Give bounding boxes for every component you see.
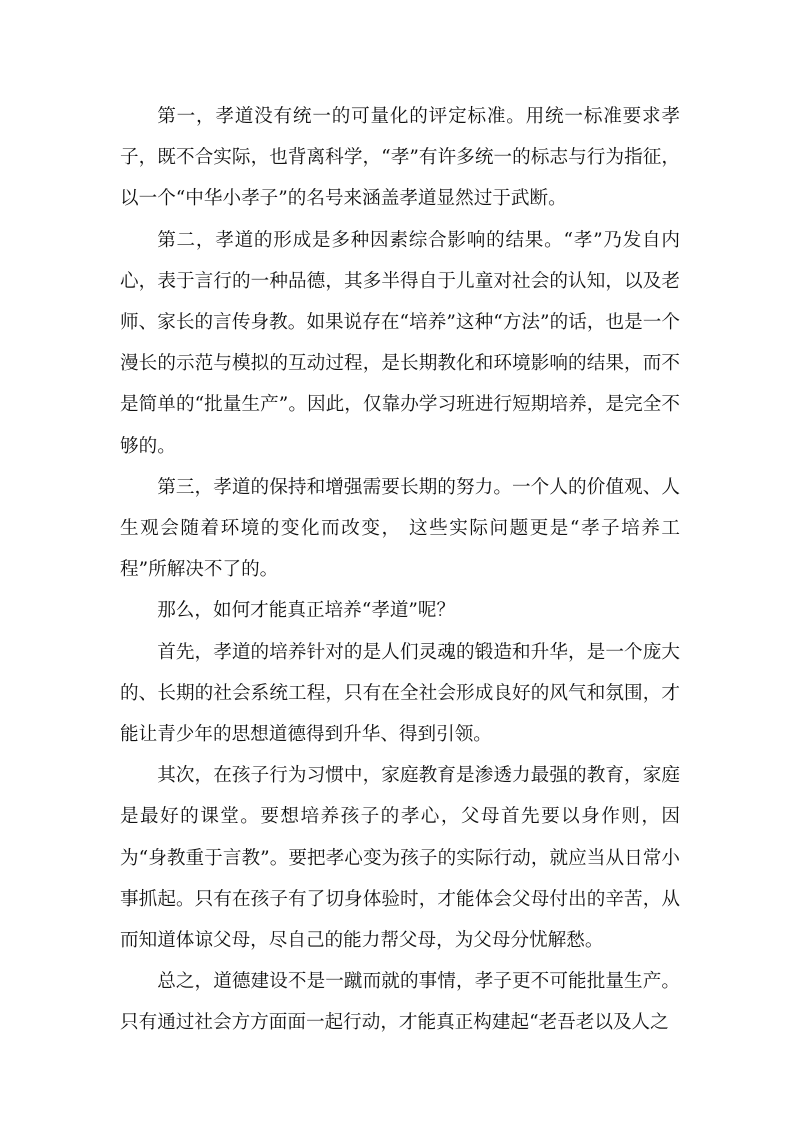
paragraph-question: 那么，如何才能真正培养“孝道”呢？	[157, 600, 456, 622]
paragraph-secondly: 其次，在孩子行为习惯中，家庭教育是渗透力最强的教育，家庭是最好的课堂。要想培养孩子的孝心，父母首先要以身作则，因为“身教重于言教”。要把孝心变为孩子的实际行动，就应当从日常小事抓起。只有在孩子有了切身体验时，才能体会父母付出的辛苦，从而知道体谅父母，尽自己的能力帮父母，为父母分忧解愁。	[120, 765, 680, 952]
paragraph-second-point: 第二，孝道的形成是多种因素综合影响的结果。“孝”乃发自内心，表于言行的一种品德，其多半得自于儿童对社会的认知，以及老师、家长的言传身教。如果说存在“培养”这种“方法”的话，也是一个漫长的示范与模拟的互动过程，是长期教化和环境影响的结果，而不是简单的“批量生产”。因此，仅靠办学习班进行短期培养，是完全不够的。	[120, 229, 680, 457]
paragraph-first-point: 第一，孝道没有统一的可量化的评定标准。用统一标准要求孝子，既不合实际，也背离科学，“孝”有许多统一的标志与行为指征，以一个“中华小孝子”的名号来涵盖孝道显然过于武断。	[120, 106, 680, 210]
paragraph-third-point: 第三，孝道的保持和增强需要长期的努力。一个人的价值观、人生观会随着环境的变化而改变， 这些实际问题更是“孝子培养工程”所解决不了的。	[120, 476, 680, 581]
document-body	[120, 96, 680, 1044]
paragraph-firstly: 首先，孝道的培养针对的是人们灵魂的锻造和升华，是一个庞大的、长期的社会系统工程，只有在全社会形成良好的风气和氛围，才能让青少年的思想道德得到升华、得到引领。	[120, 641, 680, 746]
paragraph-conclusion: 总之，道德建设不是一蹴而就的事情，孝子更不可能批量生产。只有通过社会方方面面一起行动，才能真正构建起“老吾老以及人之	[120, 971, 680, 1034]
